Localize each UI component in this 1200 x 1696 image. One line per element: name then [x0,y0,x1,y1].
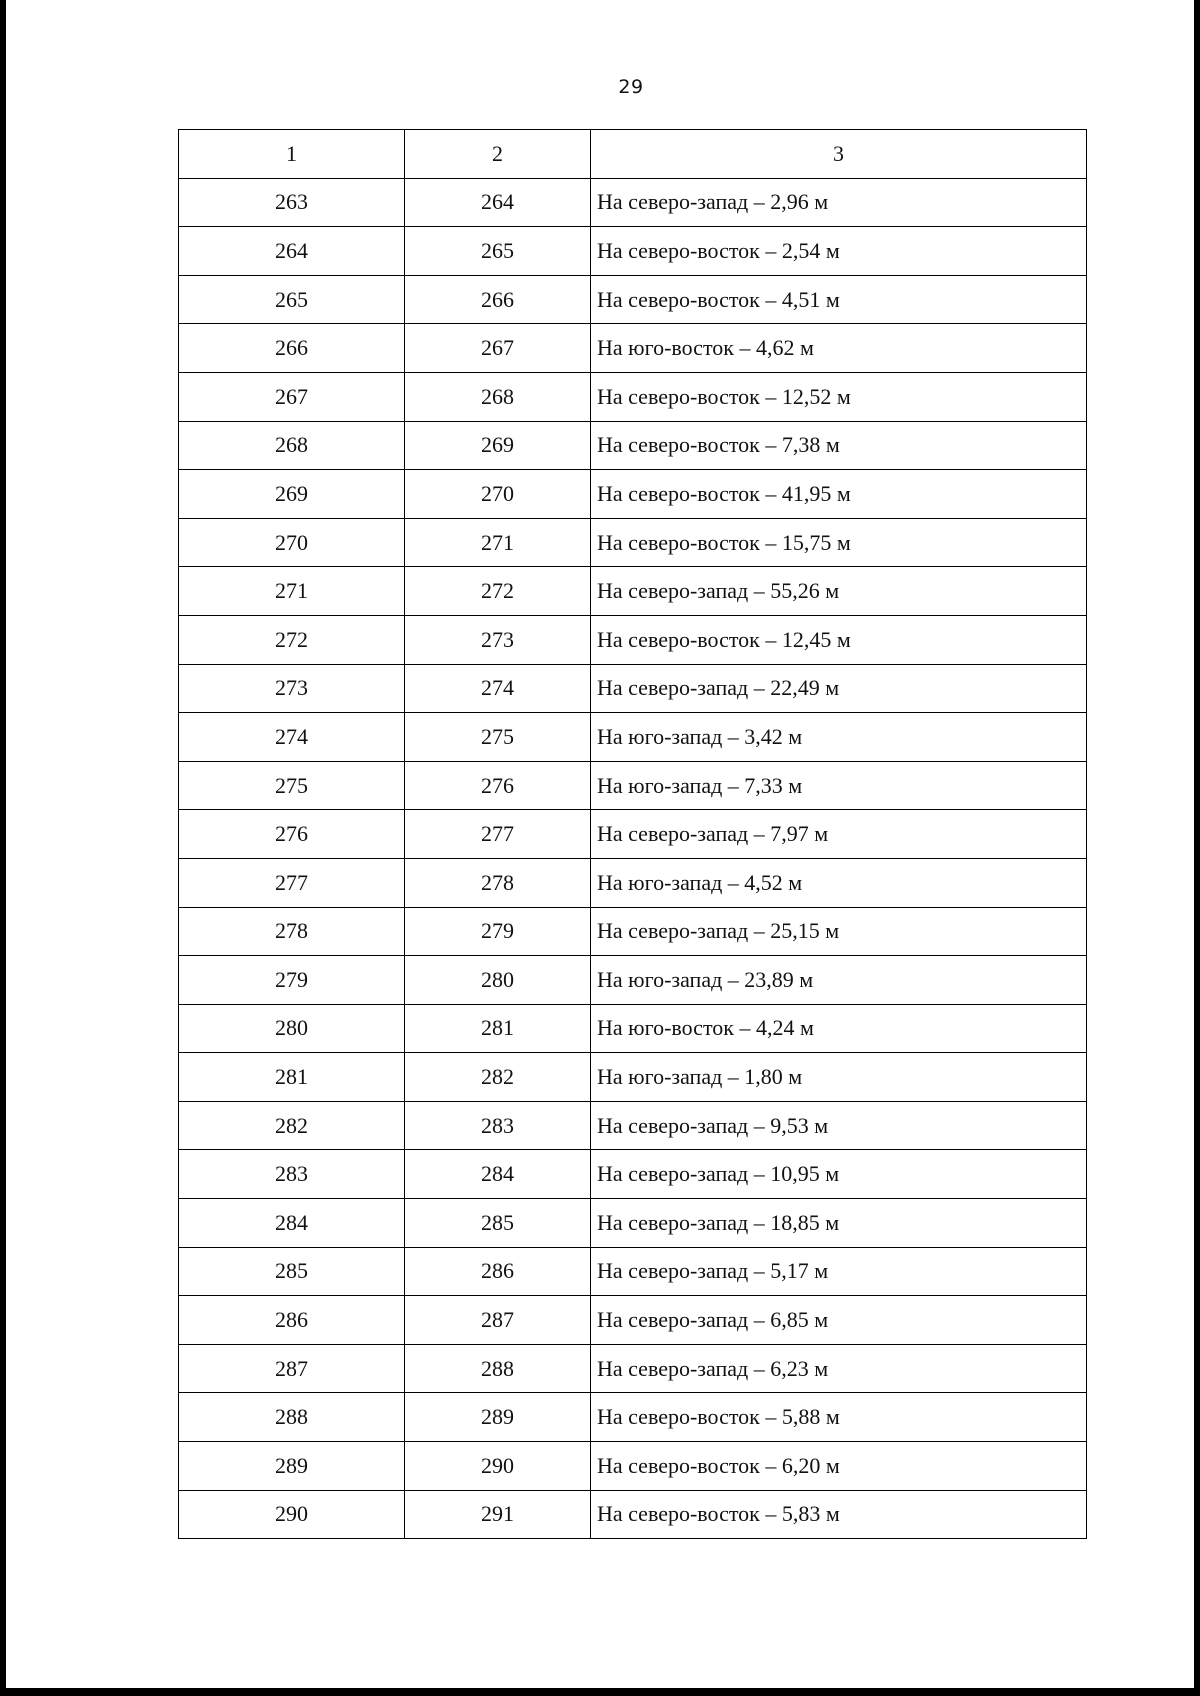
direction-distance-cell: На северо-запад – 18,85 м [591,1199,1087,1248]
point-from-cell: 268 [179,421,405,470]
point-to-cell: 279 [405,907,591,956]
boundary-table-container [178,129,1086,1539]
point-from-cell: 266 [179,324,405,373]
point-to-cell: 278 [405,858,591,907]
direction-distance-cell: На юго-запад – 23,89 м [591,956,1087,1005]
point-from-cell: 273 [179,664,405,713]
point-from-cell: 280 [179,1004,405,1053]
table-row [179,1344,1087,1393]
table-header [179,130,1087,179]
boundary-table [178,129,1087,1539]
point-to-cell: 289 [405,1393,591,1442]
direction-distance-cell: На северо-восток – 7,38 м [591,421,1087,470]
point-from-cell: 271 [179,567,405,616]
table-row [179,470,1087,519]
direction-distance-cell: На юго-запад – 4,52 м [591,858,1087,907]
direction-distance-cell: На северо-запад – 5,17 м [591,1247,1087,1296]
point-to-cell: 288 [405,1344,591,1393]
point-to-cell: 273 [405,615,591,664]
point-from-cell: 274 [179,713,405,762]
direction-distance-cell: На северо-запад – 6,23 м [591,1344,1087,1393]
direction-distance-cell: На северо-запад – 25,15 м [591,907,1087,956]
point-to-cell: 268 [405,372,591,421]
point-from-cell: 282 [179,1101,405,1150]
point-from-cell: 289 [179,1442,405,1491]
direction-distance-cell: На северо-восток – 4,51 м [591,275,1087,324]
header-col-3: 3 [591,130,1087,179]
direction-distance-cell: На северо-запад – 2,96 м [591,178,1087,227]
direction-distance-cell: На северо-восток – 12,52 м [591,372,1087,421]
direction-distance-cell: На юго-восток – 4,24 м [591,1004,1087,1053]
point-to-cell: 282 [405,1053,591,1102]
table-row [179,1393,1087,1442]
point-to-cell: 266 [405,275,591,324]
header-col-2: 2 [405,130,591,179]
direction-distance-cell: На юго-запад – 7,33 м [591,761,1087,810]
page-number: 29 [618,76,644,98]
table-row [179,567,1087,616]
point-from-cell: 285 [179,1247,405,1296]
point-to-cell: 264 [405,178,591,227]
direction-distance-cell: На северо-восток – 6,20 м [591,1442,1087,1491]
direction-distance-cell: На северо-восток – 5,88 м [591,1393,1087,1442]
table-row [179,178,1087,227]
point-from-cell: 283 [179,1150,405,1199]
table-row [179,1101,1087,1150]
direction-distance-cell: На северо-запад – 10,95 м [591,1150,1087,1199]
header-row [179,130,1087,179]
point-to-cell: 275 [405,713,591,762]
direction-distance-cell: На северо-запад – 6,85 м [591,1296,1087,1345]
point-from-cell: 267 [179,372,405,421]
table-row [179,1199,1087,1248]
point-to-cell: 265 [405,227,591,276]
table-row [179,1490,1087,1539]
table-row [179,227,1087,276]
direction-distance-cell: На северо-запад – 55,26 м [591,567,1087,616]
point-to-cell: 274 [405,664,591,713]
point-to-cell: 291 [405,1490,591,1539]
direction-distance-cell: На северо-восток – 15,75 м [591,518,1087,567]
point-from-cell: 276 [179,810,405,859]
direction-distance-cell: На юго-восток – 4,62 м [591,324,1087,373]
point-from-cell: 288 [179,1393,405,1442]
point-to-cell: 281 [405,1004,591,1053]
point-to-cell: 269 [405,421,591,470]
table-row [179,907,1087,956]
header-col-1: 1 [179,130,405,179]
point-from-cell: 286 [179,1296,405,1345]
direction-distance-cell: На юго-запад – 1,80 м [591,1053,1087,1102]
point-to-cell: 277 [405,810,591,859]
point-to-cell: 271 [405,518,591,567]
table-row [179,858,1087,907]
direction-distance-cell: На северо-запад – 22,49 м [591,664,1087,713]
table-row [179,664,1087,713]
point-to-cell: 276 [405,761,591,810]
table-row [179,1442,1087,1491]
point-from-cell: 264 [179,227,405,276]
table-row [179,324,1087,373]
point-from-cell: 284 [179,1199,405,1248]
table-row [179,1004,1087,1053]
direction-distance-cell: На северо-запад – 7,97 м [591,810,1087,859]
direction-distance-cell: На северо-восток – 2,54 м [591,227,1087,276]
point-from-cell: 277 [179,858,405,907]
point-to-cell: 267 [405,324,591,373]
point-from-cell: 287 [179,1344,405,1393]
point-from-cell: 279 [179,956,405,1005]
point-from-cell: 270 [179,518,405,567]
point-to-cell: 286 [405,1247,591,1296]
point-to-cell: 290 [405,1442,591,1491]
direction-distance-cell: На юго-запад – 3,42 м [591,713,1087,762]
table-row [179,1053,1087,1102]
point-to-cell: 280 [405,956,591,1005]
direction-distance-cell: На северо-восток – 41,95 м [591,470,1087,519]
point-from-cell: 290 [179,1490,405,1539]
direction-distance-cell: На северо-запад – 9,53 м [591,1101,1087,1150]
direction-distance-cell: На северо-восток – 5,83 м [591,1490,1087,1539]
table-row [179,518,1087,567]
point-from-cell: 278 [179,907,405,956]
point-from-cell: 263 [179,178,405,227]
point-from-cell: 269 [179,470,405,519]
table-row [179,1296,1087,1345]
table-row [179,275,1087,324]
point-to-cell: 284 [405,1150,591,1199]
table-row [179,372,1087,421]
table-row [179,810,1087,859]
point-to-cell: 285 [405,1199,591,1248]
table-row [179,421,1087,470]
table-row [179,1247,1087,1296]
point-from-cell: 281 [179,1053,405,1102]
point-to-cell: 283 [405,1101,591,1150]
table-row [179,1150,1087,1199]
table-row [179,713,1087,762]
point-to-cell: 287 [405,1296,591,1345]
table-body [179,178,1087,1539]
point-from-cell: 272 [179,615,405,664]
point-from-cell: 275 [179,761,405,810]
table-row [179,956,1087,1005]
point-to-cell: 270 [405,470,591,519]
direction-distance-cell: На северо-восток – 12,45 м [591,615,1087,664]
table-row [179,761,1087,810]
table-row [179,615,1087,664]
point-to-cell: 272 [405,567,591,616]
point-from-cell: 265 [179,275,405,324]
